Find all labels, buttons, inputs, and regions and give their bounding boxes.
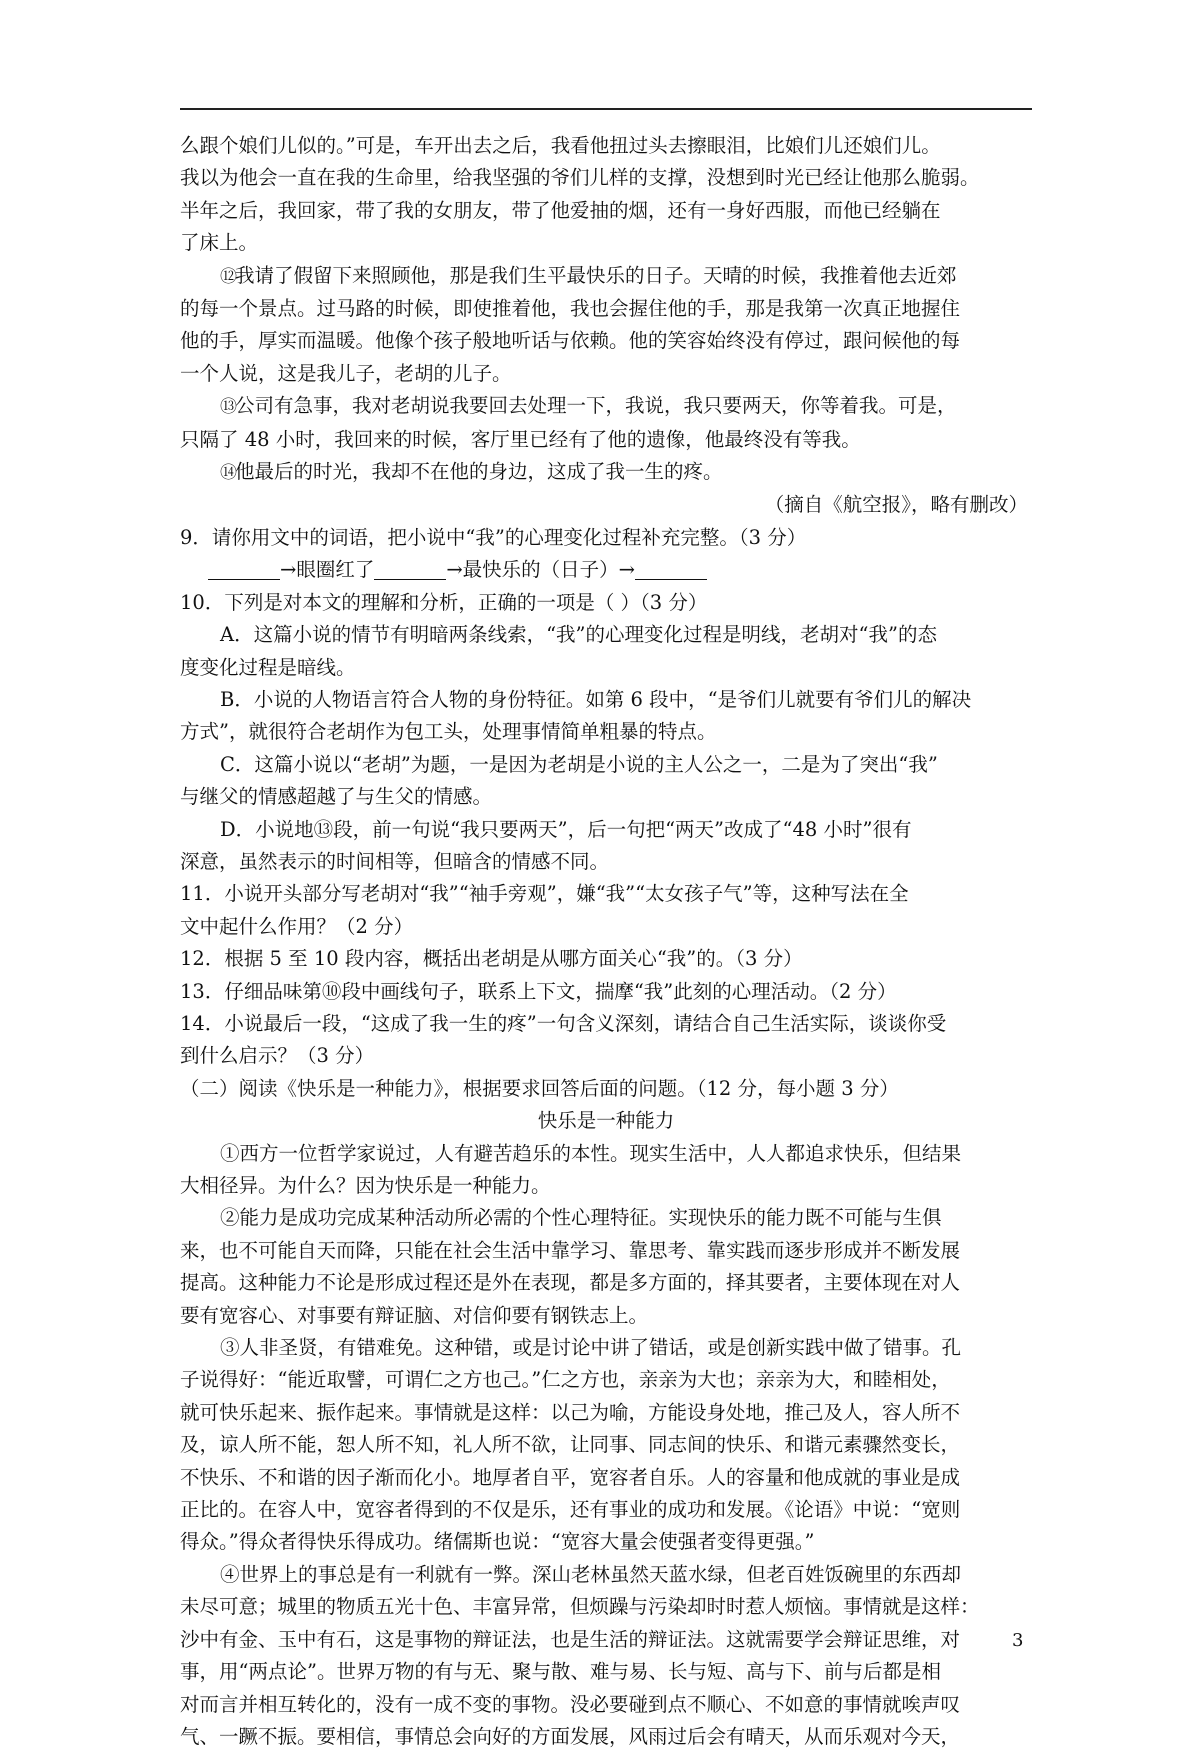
text-line: 我以为他会一直在我的生命里，给我坚强的爷们儿样的支撑，没想到时光已经让他那么脆弱。 [180,166,980,190]
option-d: D．小说地⑬段，前一句说“我只要两天”，后一句把“两天”改成了“48 小时”很有 [220,817,912,841]
essay-title: 快乐是一种能力 [537,1109,675,1133]
text-line: 只隔了 48 小时，我回来的时候，客厅里已经有了他的遗像，他最终没有等我。 [180,427,861,451]
question-9-blanks: →眼圈红了 →最快乐的（日子）→ [180,554,1032,586]
paragraph-12-line: ⑫我请了假留下来照顾他，那是我们生平最快乐的日子。天晴的时候，我推着他去近郊 [220,263,957,287]
question-14-cont: 到什么启示？（3 分） [180,1044,375,1068]
page-content [180,130,1032,1753]
paragraph-mark: ⑬ [220,397,235,418]
question-9: 9．请你用文中的词语，把小说中“我”的心理变化过程补充完整。（3 分） [180,525,807,549]
text-line: 了床上。 [180,231,259,255]
text-line: 么跟个娘们儿似的。”可是，车开出去之后，我看他扭过头去擦眼泪，比娘们儿还娘们儿。 [180,134,941,157]
section-2 [180,1073,1032,1753]
text-line: 要有宽容心、对事要有辩证脑、对信仰要有钢铁志上。 [180,1303,649,1327]
option-c-cont: 与继父的情感超越了与生父的情感。 [180,785,493,809]
answer-blank[interactable] [374,559,446,580]
text-line: 就可快乐起来、振作起来。事情就是这样：以己为喻，方能设身处地，推己及人，容人所不 [180,1400,961,1424]
text-line: 得众。”得众者得快乐得成功。绪儒斯也说：“宽容大量会使强者变得更强。” [180,1530,815,1554]
text-line: 对而言并相互转化的，没有一成不变的事物。没必要碰到点不顺心、不如意的事情就唉声叹 [180,1692,961,1716]
text-line: 不快乐、不和谐的因子渐而化小。地厚者自平，宽容者自乐。人的容量和他成就的事业是成 [180,1465,961,1489]
page-number: 3 [1012,1630,1024,1651]
answer-blank[interactable] [635,559,707,580]
paragraph-14-line: ⑭他最后的时光，我却不在他的身边，这成了我一生的疼。 [220,460,723,484]
paragraph-13-line: ⑬公司有急事，我对老胡说我要回去处理一下，我说，我只要两天，你等着我。可是， [220,394,957,418]
text-line: 沙中有金、玉中有石，这是事物的辩证法，也是生活的辩证法。这就需要学会辩证思维，对 [180,1627,961,1651]
text-line: 气、一蹶不振。要相信，事情总会向好的方面发展，风雨过后会有晴天，从而乐观对今天， [180,1724,961,1748]
questions [180,522,1032,1073]
header-rule [180,108,1032,110]
text-line: 正比的。在容人中，宽容者得到的不仅是乐，还有事业的成功和发展。《论语》中说：“宽则 [180,1498,961,1522]
text-line: 他的手，厚实而温暖。他像个孩子般地听话与依赖。他的笑容始终没有停过，跟问候他的每 [180,329,961,353]
question-11: 11．小说开头部分写老胡对“我”“袖手旁观”，嫌“我”“太女孩子气”等，这种写法在全 [180,882,909,906]
option-b: B．小说的人物语言符合人物的身份特征。如第 6 段中，“是爷们儿就要有爷们儿的解决 [220,687,972,711]
paragraph-mark: ⑫ [220,266,235,287]
text-line: 一个人说，这是我儿子，老胡的儿子。 [180,361,512,385]
option-a-cont: 度变化过程是暗线。 [180,655,356,679]
question-14: 14．小说最后一段，“这成了我一生的疼”一句含义深刻，请结合自己生活实际，谈谈你受 [180,1011,947,1035]
text-line: 的每一个景点。过马路的时候，即使推着他，我也会握住他的手，那是我第一次真正地握住 [180,297,961,321]
source-citation: （摘自《航空报》，略有删改） [764,493,1028,517]
text-line: 提高。这种能力不论是形成过程还是外在表现，都是多方面的，择其要者，主要体现在对人 [180,1271,961,1295]
text-line: 未尽可意；城里的物质五光十色、丰富异常，但烦躁与污染却时时惹人烦恼。事情就是这样： [180,1595,980,1619]
essay-paragraph-1: ①西方一位哲学家说过，人有避苦趋乐的本性。现实生活中，人人都追求快乐，但结果 [220,1141,962,1165]
text-line: 事，用“两点论”。世界万物的有与无、聚与散、难与易、长与短、高与下、前与后都是相 [180,1660,941,1684]
text-line: 来，也不可能自天而降，只能在社会生活中靠学习、靠思考、靠实践而逐步形成并不断发展 [180,1238,961,1262]
option-c: C．这篇小说以“老胡”为题，一是因为老胡是小说的主人公之一，二是为了突出“我” [220,752,938,776]
text-line: 半年之后，我回家，带了我的女朋友，带了他爱抽的烟，还有一身好西服，而他已经躺在 [180,198,941,222]
novel-passage [180,130,1032,522]
option-a: A．这篇小说的情节有明暗两条线索，“我”的心理变化过程是明线，老胡对“我”的态 [220,623,937,647]
essay-paragraph-2: ②能力是成功完成某种活动所必需的个性心理特征。实现快乐的能力既不可能与生俱 [220,1206,942,1230]
question-11-cont: 文中起什么作用？（2 分） [180,914,414,938]
essay-paragraph-3: ③人非圣贤，有错难免。这种错，或是讨论中讲了错话，或是创新实践中做了错事。孔 [220,1336,962,1360]
text-line: 及，谅人所不能，恕人所不知，礼人所不欲，让同事、同志间的快乐、和谐元素骤然变长， [180,1433,961,1457]
option-b-cont: 方式”，就很符合老胡作为包工头，处理事情简单粗暴的特点。 [180,720,717,744]
paragraph-mark: ⑭ [220,463,235,484]
question-13: 13．仔细品味第⑩段中画线句子，联系上下文，揣摩“我”此刻的心理活动。（2 分） [180,979,897,1003]
question-10: 10．下列是对本文的理解和分析，正确的一项是（ ）（3 分） [180,590,708,614]
question-12: 12．根据 5 至 10 段内容，概括出老胡是从哪方面关心“我”的。（3 分） [180,947,803,971]
text-line: 大相径异。为什么？因为快乐是一种能力。 [180,1174,551,1197]
essay-paragraph-4: ④世界上的事总是有一利就有一弊。深山老林虽然天蓝水绿，但老百姓饭碗里的东西却 [220,1562,962,1586]
answer-blank[interactable] [208,559,280,580]
option-d-cont: 深意，虽然表示的时间相等，但暗含的情感不同。 [180,849,610,873]
section-heading: （二）阅读《快乐是一种能力》，根据要求回答后面的问题。（12 分，每小题 3 分） [180,1076,899,1100]
text-line: 子说得好：“能近取譬，可谓仁之方也己。”仁之方也，亲亲为大也；亲亲为大，和睦相处， [180,1368,951,1392]
